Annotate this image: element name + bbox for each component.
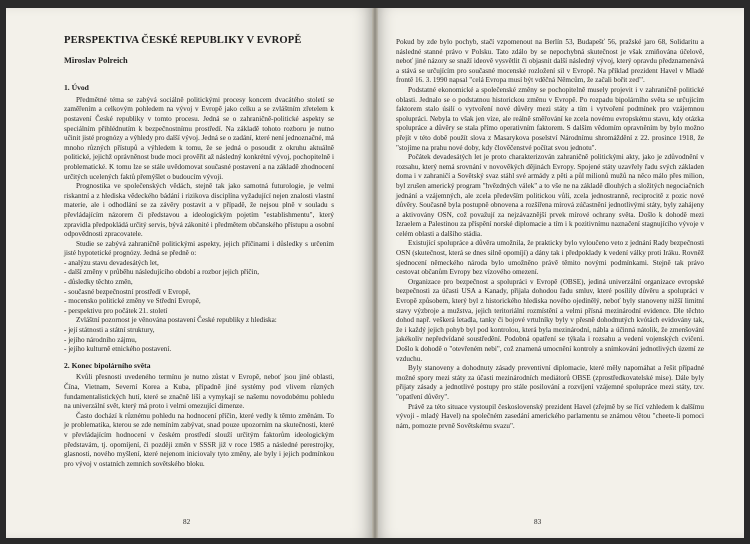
list-item: - současné bezpečnostní prostředí v Evropě, [64, 287, 191, 296]
left-page [6, 8, 374, 538]
list-item: - další změny v průběhu následujícího období a rozbor jejich příčin, [64, 268, 260, 277]
page-number-left: 82 [183, 518, 191, 526]
paragraph: Právě za této situace vystoupil československý prezident Havel (zřejmě by se řící vzhledem k dalšímu vývoji - mladý Havel) na společném zasedání amerického parlamentu se známou větou "cheete-li pomoci nám, pomozte prvně Sovětskému svazu". [396, 402, 704, 430]
article-author: Miroslav Polreich [64, 55, 128, 65]
left-page-content [64, 36, 334, 469]
right-page-content [396, 38, 704, 431]
paragraph: Existující spolupráce a důvěra umožnila, že prakticky bylo vyloučeno veto z jednání Rady bezpečnosti OSN (skutečnost, která se dnes silně opomíjí) a dány tak i předpoklady k vedení války proti Iráku. Rovněž sjednocení německého národa bylo umožněno právě těmito novými podmínkami. Stejně tak právo cestovat občanům Evropy bez vízového omezení. [396, 239, 704, 277]
article-title: PERSPEKTIVA ČESKÉ REPUBLIKY V EVROPĚ [64, 35, 302, 46]
paragraph: Kvůli přesnosti uvedeného termínu je nutno zůstat v Evropě, neboť jsou jiné oblasti, Čína, Vietnam, Severní Korea a Kuba, případně jiné systémy pod vlivem různých fundamentalistických hutí, které se značně liší a vymykají se našemu novodobému pohledu na univerzální svět, který má proto i velmi omezující dimenze. [64, 373, 334, 411]
page-number-right: 83 [534, 518, 542, 526]
book-spread [6, 8, 744, 538]
paragraph: Často dochází k různému pohledu na hodnocení příčin, které vedly k těmto změnám. To je problematika, kterou se zde nemíním zabývat, snad pouze upozorním na skutečnosti, které v převládajícím hodnocení v českém prostředí slouží určitým faktorům ideologickým představám, tj. opomíjení, či později změn v SSSR již v roce 1985 a následné perestrojky, glasnosti, nového myšlení, které nejenom iniciovaly tyto změny, ale byly i jejich podmínkou pro vývoj v ostatních zemních sovětského bloku. [64, 411, 334, 468]
book-gutter [372, 8, 378, 538]
paragraph: Podstatné ekonomické a společenské změny se pochopitelně musely projevit i v zahraničně politické oblasti. Jednalo se o podstatnou historickou změnu v Evropě. Po rozpadu bipolárního světa se určujícím faktorem stalo úsilí o vytvoření nové důvěry mezi státy a tím i vytvoření podmínek pro vzájemnou spolupráci. Nebyla to však jen víze, ale reálně směřování ke zcela novému evropskému stavu, kdy otázka spolupráce a důvěry se stala přímo operativním faktorem. S dalším vědomím opravněním by bylo možno přejít v této době použít slova z Masarykova poselství Národnímu shromáždění z 22. prosince 1918, že "stojíme na prahu nové doby, kdy člověčenstvé počítat svou jednotu". [396, 85, 704, 152]
paragraph: Organizace pro bezpečnost a spolupráci v Evropě (OBSE), jediná univerzální organizace evropské bezpečnosti za účasti USA a Kanady, přijala dohodou řadu smluv, které posílily důvěru a spolupráci v Evropě způsobem, který byl z historického hlediska nového ojedinělý, neboť byly stanoveny nižší limitní stavy výzbroje a mužstva, jejich teritoriální rozmístění a velmi přísná mezinárodní evidence. Dle těchto dohod např. veškerá letadla, tanky či bojové vrtulníky byly v přesně dohodnutých kvótách evidovány tak, že i každý jejich pohyb byl pod kontrolou, která byla mezinárodní, nábla a účinná nátolik, že zmenšování jakékoliv nepředvídané soustředění. Podobná opatření se týkala i rozsahu a vedení vojenských cvičení. Došlo k dohodě o "otevřeném nebi", což znamená umocnění kontroly a snímkování jednotlivých území ze vzduchu. [396, 277, 704, 363]
paragraph: Pokud by zde bylo pochyb, stačí vzpomenout na Berlín 53, Budapešť 56, pražské jaro 68, Solidaritu a následné stanné právo v Polsku. Tato zdálo by se nepochybná skutečnost je však zmiňována účelově, neboť jiné názory se snaží ideově vysvětlit či objasnit další následný vývoj, který opravdu předznamenává a stává se určujícím pro současné mocenské rozložení sil v Evropě. Na příklad prezident Havel v Mladé frontě 16. 3. 1990 napsal "celá Evropa musí být vděčná Němcům, že začali bořit zeď". [396, 38, 704, 85]
section-heading-intro: 1. Úvod [64, 83, 89, 93]
paragraph: Počátek devadesátých let je proto charakterizován zahraničně politickými akty, jako je zdůvodnění v rozsahu, který nemá srovnání v novověkých dějinách Evropy. Spojené státy uzavřely řadu svých základen doma i v zahraničí a Sovětský svaz stáhl své armády z pěti a půl milionů mužů na něco málo přes milion, byl zrušen americký program "hvězdných válek" a to vše ne na základě dlouhých a složitých negociačních jednání a vzájemných, ale zcela především politickou vůlí, zcela jednostranně, reciprocitě z pozic nové důvěry. Současně byla postupně obnovena a rozšířena mírová zúčastnění jednotlivými státy, byly zahájeny a aktivovány OSN, což považují za nejzávaznější prvek mírové ochrany světa. Došlo k dohodě mezi Izraelem a Palestinou za příspění norské diplomacie a tím i k pozitivnímu naznačení stagnujícího vývoje v celém oblasti a dalšího stádia. [396, 153, 704, 238]
right-page [374, 8, 744, 538]
list-item: - mocensko politické změny ve Střední Evropě, [64, 297, 201, 306]
list-item: - jejího národního zájmu, [64, 335, 137, 344]
paragraph: Prognostika ve společenských vědách, stejně tak jako samotná futurologie, je velmi riskantní a z hlediska vědeckého bádání i rizikova disciplína vyžadující nejen znalosti vlastní materie, ale i odhodlání se za závěry postavit a v případě, že nejsou plně v souladu s převládajícím názorem či představou a ideologickým pojetím "establishmentu", který zpravidla předpokládá určitý servis, bývá zákonité i předmětem občanského přístupu a osobní odpovědnosti zpracovatele. [64, 182, 334, 239]
paragraph: Studie se zabývá zahraničně politickými aspekty, jejich příčinami i důsledky s určením jisté hypotetické prognózy. Jedná se předně o: [64, 239, 334, 258]
list-item: - jejího kulturně etnického postavení. [64, 345, 172, 354]
list-item: - důsledky těchto změn, [64, 278, 133, 287]
paragraph: Předmětné téma se zabývá sociálně politickými procesy koncem dvacátého století se zaměřením a celkovým pohledem na vývoj v Evropě jako celku a se zvláštním zřetelem k postavení České republiky v tomto procesu. Jedná se o zahraničně-politické aspekty se speciálním přihlédnutím k bezpečnostnímu prostředí. Na základě tohoto rozboru je nutno učinit jisté prognózy a výhledy pro další vývoj. Jedná se o zadání, které není jednoznačné, má mnoho různých přístupů a výhledem k tomu, že se jedná o posoudit z okruhu aktuálně politické, jejichž oprávněnost bude moci prověřit až následný konkrétní vývoj, pochopitelně i problematické. K tomu lze se stále uvědomovat současné postavení a na základě zhodnocení určitých ucelených faktů přemýšlet o budoucím vývoji. [64, 95, 334, 181]
paragraph: Byly stanoveny a dohodnuty zásady preventivní diplomacie, které měly napomáhat a řešit případné možné spory mezi státy za účasti mezinárodních mediátorů OBSE (zprostředkovatelské mise). Dále byly přijaty zásady a jednotlivé postupy pro stále posilování a rozvíjení vzájemné spolupráce mezi státy, tzv. "opatření důvěry". [396, 364, 704, 401]
list-item: - perspektivu pro počátek 21. století [64, 306, 168, 315]
section-heading-bipolar: 2. Konec bipolárního světa [64, 360, 151, 370]
list-item: - analýzu stavu devadesátých let, [64, 258, 159, 267]
list-item: - její státnosti a státní struktury, [64, 326, 155, 335]
paragraph: Zvláštní pozornost je věnována postavení České republiky z hlediska: [76, 316, 277, 325]
